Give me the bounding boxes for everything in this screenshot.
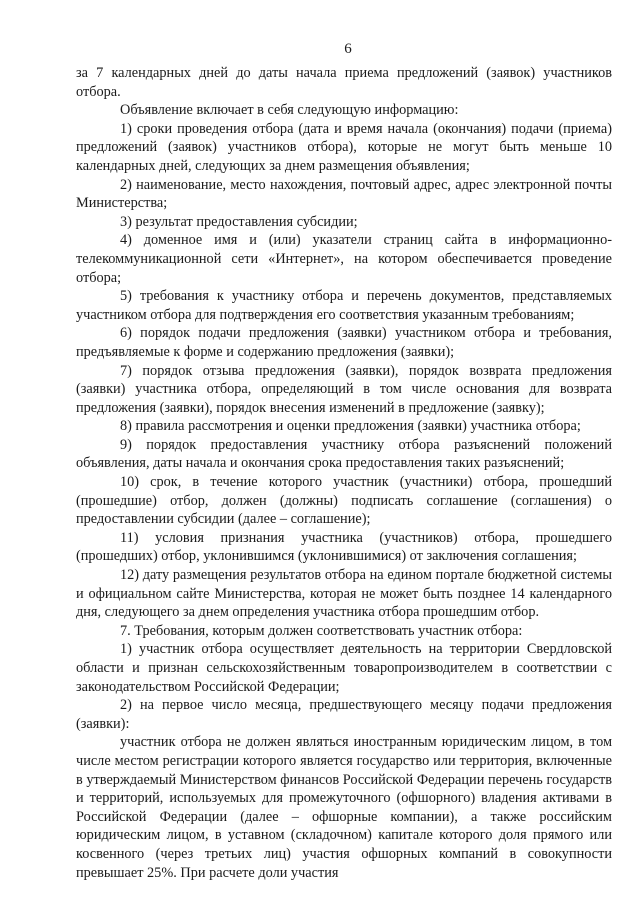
paragraph: 7) порядок отзыва предложения (заявки), порядок возврата предложения (заявки) участника отбора, определяющий в том числе основания для возврата предложения (заявки), порядок внесения изменений в предложение (заявку);: [76, 362, 612, 416]
paragraph: 10) срок, в течение которого участник (участники) отбора, прошедший (прошедшие) отбор, должен (должны) подписать соглашение (соглашения) о предоставлении субсидии (далее – соглашение);: [76, 474, 612, 528]
paragraph: 2) на первое число месяца, предшествующего месяцу подачи предложения (заявки):: [76, 697, 612, 732]
paragraph: 8) правила рассмотрения и оценки предложения (заявки) участника отбора;: [120, 418, 581, 435]
paragraph: 4) доменное имя и (или) указатели страниц сайта в информационно-телекоммуникационной сети «Интернет», на котором обеспечивается проведение отбора;: [76, 232, 612, 286]
page-number: 6: [344, 41, 352, 57]
paragraph: Объявление включает в себя следующую информацию:: [120, 102, 459, 119]
paragraph: 1) сроки проведения отбора (дата и время начала (окончания) подачи (приема) предложений (заявок) участников отбора), которые не могут быть меньше 10 календарных дней, следующих за днем размещения объявления;: [76, 120, 612, 174]
document-body: [76, 64, 612, 882]
paragraph: 6) порядок подачи предложения (заявки) участником отбора и требования, предъявляемые к форме и содержанию предложения (заявки);: [76, 325, 612, 360]
paragraph: 1) участник отбора осуществляет деятельность на территории Свердловской области и признан сельскохозяйственным товаропроизводителем в соответствии с законодательством Российской Федерации;: [76, 641, 612, 695]
paragraph: 7. Требования, которым должен соответствовать участник отбора:: [120, 622, 523, 639]
paragraph: за 7 календарных дней до даты начала приема предложений (заявок) участников отбора.: [76, 65, 612, 100]
paragraph: 11) условия признания участника (участников) отбора, прошедшего (прошедших) отбор, уклонившимся (уклонившимися) от заключения соглашения;: [76, 529, 612, 565]
paragraph: 2) наименование, место нахождения, почтовый адрес, адрес электронной почты Министерства;: [76, 176, 612, 212]
paragraph: участник отбора не должен являться иностранным юридическим лицом, в том числе местом регистрации которого является государство или территория, включенные в утверждаемый Министерством финансов Российской Федерации перечень государств и территорий, используемых для промежуточного (офшорного) владения активами в Российской Федерации (далее – офшорные компании), а также российским юридическим лицом, в уставном (складочном) капитале которого доля прямого или косвенного (через третьих лиц) участия офшорных компаний в совокупности превышает 25%. При расчете доли участия: [76, 734, 612, 881]
paragraph: 3) результат предоставления субсидии;: [120, 213, 358, 230]
paragraph: 12) дату размещения результатов отбора на едином портале бюджетной системы и официальном сайте Министерства, которая не может быть позднее 14 календарного дня, следующего за днем определения участника отбора прошедшим отбор.: [76, 567, 612, 621]
paragraph: 9) порядок предоставления участнику отбора разъяснений положений объявления, даты начала и окончания срока предоставления таких разъяснений;: [76, 436, 612, 472]
paragraph: 5) требования к участнику отбора и перечень документов, представляемых участником отбора для подтверждения его соответствия указанным требованиям;: [76, 288, 612, 323]
